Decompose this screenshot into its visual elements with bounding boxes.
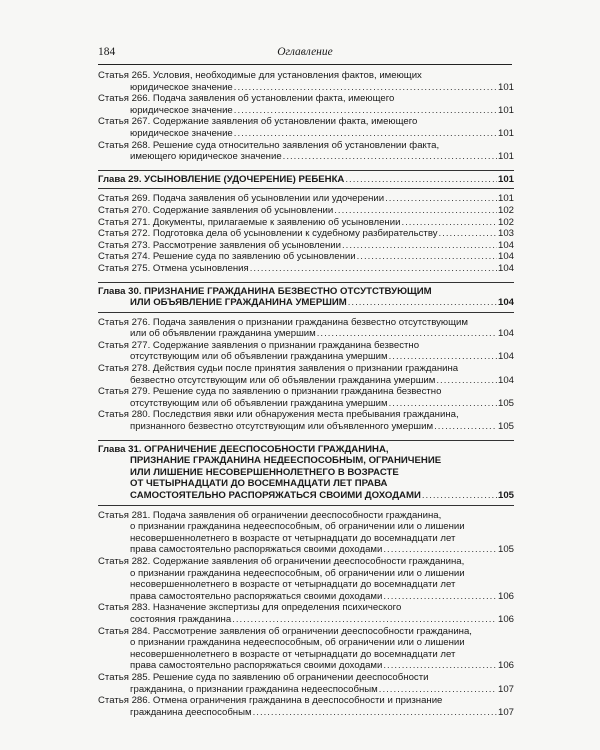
page-ref: 104 <box>497 251 514 263</box>
entry-text: несовершеннолетнего в возрасте от четырнадцати до восемнадцати лет <box>130 532 456 544</box>
toc-line <box>98 105 514 117</box>
page-ref: 101 <box>497 173 514 185</box>
dot-leader <box>342 240 497 252</box>
page-ref: 104 <box>497 297 514 309</box>
entry-text: Статья 284. Рассмотрение заявления об ограничении дееспособности гражданина, <box>98 625 472 637</box>
toc-line <box>98 579 514 591</box>
entry-text: Глава 31. ОГРАНИЧЕНИЕ ДЕЕСПОСОБНОСТИ ГРАЖДАНИНА, <box>98 443 389 455</box>
dot-leader <box>385 193 497 205</box>
toc-entry <box>98 602 514 625</box>
page-ref: 105 <box>497 490 514 501</box>
entry-text: Статья 269. Подача заявления об усыновлении или удочерении <box>98 193 385 205</box>
toc-line <box>98 409 514 421</box>
page-ref: 101 <box>497 127 514 139</box>
toc-line <box>98 521 514 533</box>
toc-entry <box>98 556 514 602</box>
page-ref: 104 <box>497 351 514 363</box>
entry-text: Статья 276. Подача заявления о признании гражданина безвестно отсутствующим <box>98 316 468 328</box>
toc-entry <box>98 116 514 139</box>
page-ref: 106 <box>497 613 514 625</box>
toc-entry <box>98 263 514 275</box>
toc-entry <box>98 217 514 229</box>
toc-line <box>98 193 514 205</box>
dot-leader <box>234 128 497 140</box>
toc-line <box>98 478 514 490</box>
toc-line <box>98 251 514 263</box>
toc-line <box>98 544 514 556</box>
page-ref: 101 <box>497 81 514 93</box>
toc-line <box>98 317 514 329</box>
dot-leader <box>317 328 497 340</box>
entry-text: имеющего юридическое значение <box>130 151 282 163</box>
entry-text: о признании гражданина недееспособным, об ограничении или о лишении <box>130 567 465 579</box>
toc-line <box>98 328 514 340</box>
entry-text: САМОСТОЯТЕЛЬНО РАСПОРЯЖАТЬСЯ СВОИМИ ДОХОДАМИ <box>130 490 421 501</box>
entry-text: ИЛИ ЛИШЕНИЕ НЕСОВЕРШЕННОЛЕТНЕГО В ВОЗРАСТЕ <box>130 466 399 478</box>
toc-entry <box>98 140 514 163</box>
entry-text: о признании гражданина недееспособным, об ограничении или о лишении <box>130 637 465 649</box>
toc-entry <box>98 386 514 409</box>
page-ref: 107 <box>497 683 514 695</box>
page-ref: 105 <box>497 544 514 556</box>
dot-leader <box>383 591 497 603</box>
toc-line <box>98 533 514 545</box>
entry-text: Статья 265. Условия, необходимые для установления фактов, имеющих <box>98 70 422 81</box>
toc-line <box>98 660 514 672</box>
entry-text: гражданина, о признании гражданина недееспособным <box>130 683 378 695</box>
page-ref: 104 <box>497 374 514 386</box>
toc-line <box>98 82 514 94</box>
toc-line <box>98 386 514 398</box>
toc-line <box>98 614 514 626</box>
toc-line <box>98 174 514 186</box>
toc-line <box>98 116 514 128</box>
divider <box>98 188 514 189</box>
toc-line <box>98 351 514 363</box>
dot-leader <box>283 151 497 163</box>
entry-text: Статья 267. Содержание заявления об установлении факта, имеющего <box>98 116 418 128</box>
page-ref: 106 <box>497 660 514 672</box>
entry-text: несовершеннолетнего в возрасте от четырнадцати до восемнадцати лет <box>130 648 456 660</box>
dot-leader <box>436 375 497 387</box>
entry-text: ОТ ЧЕТЫРНАДЦАТИ ДО ВОСЕМНАДЦАТИ ЛЕТ ПРАВА <box>130 478 388 490</box>
page-ref: 104 <box>497 328 514 340</box>
entry-text: Статья 282. Содержание заявления об ограничении дееспособности гражданина, <box>98 555 465 567</box>
page-ref: 102 <box>497 216 514 228</box>
entry-text: ИЛИ ОБЪЯВЛЕНИЕ ГРАЖДАНИНА УМЕРШИМ <box>130 297 347 309</box>
toc-line <box>98 637 514 649</box>
entry-text: состояния гражданина <box>130 613 232 625</box>
toc-line <box>98 602 514 614</box>
entry-text: Статья 274. Решение суда по заявлению об усыновлении <box>98 251 356 263</box>
dot-leader <box>234 82 497 94</box>
toc-line <box>98 240 514 252</box>
entry-text: Статья 286. Отмена ограничения гражданина в дееспособности и признание <box>98 695 443 707</box>
divider <box>98 170 514 171</box>
toc-line <box>98 695 514 707</box>
page-number: 184 <box>98 46 116 58</box>
toc-entry <box>98 409 514 432</box>
toc-line <box>98 70 514 82</box>
dot-leader <box>439 228 497 240</box>
entry-text: Статья 272. Подготовка дела об усыновлении к судебному разбирательству <box>98 228 438 240</box>
entry-text: безвестно отсутствующим или об объявлении гражданина умершим <box>130 374 436 386</box>
page-header <box>98 46 512 65</box>
entry-text: Статья 278. Действия судьи после принятия заявления о признании гражданина <box>98 363 459 375</box>
toc-line <box>98 626 514 638</box>
page-ref: 104 <box>497 262 514 274</box>
entry-text: права самостоятельно распоряжаться своими доходами <box>130 660 383 672</box>
toc-line <box>98 375 514 387</box>
page-ref: 107 <box>497 706 514 718</box>
dot-leader <box>434 421 497 433</box>
dot-leader <box>401 217 497 229</box>
chapter-heading <box>98 440 514 506</box>
entry-text: юридическое значение <box>130 81 233 93</box>
dot-leader <box>250 263 497 275</box>
toc-entry <box>98 193 514 205</box>
toc-entry <box>98 340 514 363</box>
toc-line <box>98 340 514 352</box>
entry-text: Статья 271. Документы, прилагаемые к заявлению об усыновлении <box>98 216 401 228</box>
entry-text: признанного безвестно отсутствующим или объявленного умершим <box>130 421 434 433</box>
toc-entry <box>98 240 514 252</box>
entry-text: отсутствующим или об объявлении гражданина умершим <box>130 397 388 409</box>
toc-line <box>98 672 514 684</box>
toc-line <box>98 205 514 217</box>
toc-entry <box>98 317 514 340</box>
dot-leader <box>234 105 497 117</box>
toc-entry <box>98 205 514 217</box>
entry-text: отсутствующим или об объявлении гражданина умершим <box>130 351 388 363</box>
toc-entry <box>98 251 514 263</box>
page-ref: 101 <box>497 151 514 163</box>
dot-leader <box>253 707 497 719</box>
entry-text: права самостоятельно распоряжаться своими доходами <box>130 544 383 556</box>
toc-entry <box>98 363 514 386</box>
entry-text: Статья 266. Подача заявления об установлении факта, имеющего <box>98 93 395 105</box>
chapter-heading <box>98 170 514 190</box>
toc-line <box>98 140 514 152</box>
dot-leader <box>389 351 497 363</box>
toc-line <box>98 263 514 275</box>
toc-line <box>98 421 514 433</box>
toc-line <box>98 649 514 661</box>
toc-line <box>98 286 514 298</box>
toc-line <box>98 591 514 603</box>
dot-leader <box>345 174 497 186</box>
entry-text: Статья 280. Последствия явки или обнаружения места пребывания гражданина, <box>98 409 459 421</box>
entry-text: несовершеннолетнего в возрасте от четырнадцати до восемнадцати лет <box>130 579 456 591</box>
toc-line <box>98 444 514 456</box>
toc-line <box>98 151 514 163</box>
page-ref: 105 <box>497 421 514 433</box>
entry-text: Статья 281. Подача заявления об ограничении дееспособности гражданина, <box>98 509 442 521</box>
entry-text: о признании гражданина недееспособным, об ограничении или о лишении <box>130 521 465 533</box>
toc-line <box>98 707 514 719</box>
divider <box>98 312 514 313</box>
dot-leader <box>334 205 497 217</box>
page-ref: 105 <box>497 397 514 409</box>
chapter-heading <box>98 282 514 313</box>
dot-leader <box>379 684 497 696</box>
toc-line <box>98 363 514 375</box>
toc-entry <box>98 695 514 718</box>
running-title: Оглавление <box>277 46 333 58</box>
page-ref: 104 <box>497 239 514 251</box>
toc-line <box>98 398 514 410</box>
entry-text: или об объявлении гражданина умершим <box>130 328 316 340</box>
toc-line <box>98 93 514 105</box>
divider <box>98 282 514 283</box>
toc-line <box>98 297 514 309</box>
entry-text: права самостоятельно распоряжаться своими доходами <box>130 590 383 602</box>
toc-entry <box>98 510 514 556</box>
dot-leader <box>348 297 497 309</box>
entry-text: Глава 30. ПРИЗНАНИЕ ГРАЖДАНИНА БЕЗВЕСТНО ОТСУТСТВУЮЩИМ <box>98 285 432 297</box>
entry-text: Статья 275. Отмена усыновления <box>98 262 249 274</box>
page-ref: 101 <box>497 193 514 205</box>
dot-leader <box>383 544 497 556</box>
page-ref: 102 <box>497 204 514 216</box>
page-ref: 103 <box>497 228 514 240</box>
toc-line <box>98 510 514 522</box>
entry-text: ПРИЗНАНИЕ ГРАЖДАНИНА НЕДЕЕСПОСОБНЫМ, ОГРАНИЧЕНИЕ <box>130 455 442 467</box>
entry-text: юридическое значение <box>130 104 233 116</box>
entry-text: Статья 273. Рассмотрение заявления об усыновлении <box>98 239 341 251</box>
toc-entry <box>98 626 514 672</box>
entry-text: Статья 268. Решение суда относительно заявления об установлении факта, <box>98 139 440 151</box>
entry-text: Статья 285. Решение суда по заявлению об ограничении дееспособности <box>98 671 429 683</box>
entry-text: Статья 270. Содержание заявления об усыновлении <box>98 204 334 216</box>
dot-leader <box>383 660 497 672</box>
dot-leader <box>422 490 497 502</box>
toc-line <box>98 467 514 479</box>
toc-entry <box>98 228 514 240</box>
entry-text: Глава 29. УСЫНОВЛЕНИЕ (УДОЧЕРЕНИЕ) РЕБЕНКА <box>98 173 345 185</box>
toc-line <box>98 568 514 580</box>
toc-line <box>98 684 514 696</box>
toc-entry <box>98 70 514 93</box>
toc-line <box>98 217 514 229</box>
dot-leader <box>389 398 497 410</box>
toc-line <box>98 556 514 568</box>
toc-entry <box>98 93 514 116</box>
table-of-contents <box>98 70 514 718</box>
toc-line <box>98 455 514 467</box>
toc-line <box>98 490 514 502</box>
entry-text: Статья 279. Решение суда по заявлению о признании гражданина безвестно <box>98 386 442 398</box>
toc-line <box>98 228 514 240</box>
dot-leader <box>357 251 497 263</box>
page-ref: 101 <box>497 104 514 116</box>
dot-leader <box>232 614 497 626</box>
divider <box>98 440 514 441</box>
toc-entry <box>98 672 514 695</box>
divider <box>98 505 514 506</box>
toc-line <box>98 128 514 140</box>
page-ref: 106 <box>497 590 514 602</box>
entry-text: Статья 283. Назначение экспертизы для определения психического <box>98 602 402 614</box>
entry-text: гражданина дееспособным <box>130 706 252 718</box>
entry-text: Статья 277. Содержание заявления о признании гражданина безвестно <box>98 339 420 351</box>
entry-text: юридическое значение <box>130 127 233 139</box>
